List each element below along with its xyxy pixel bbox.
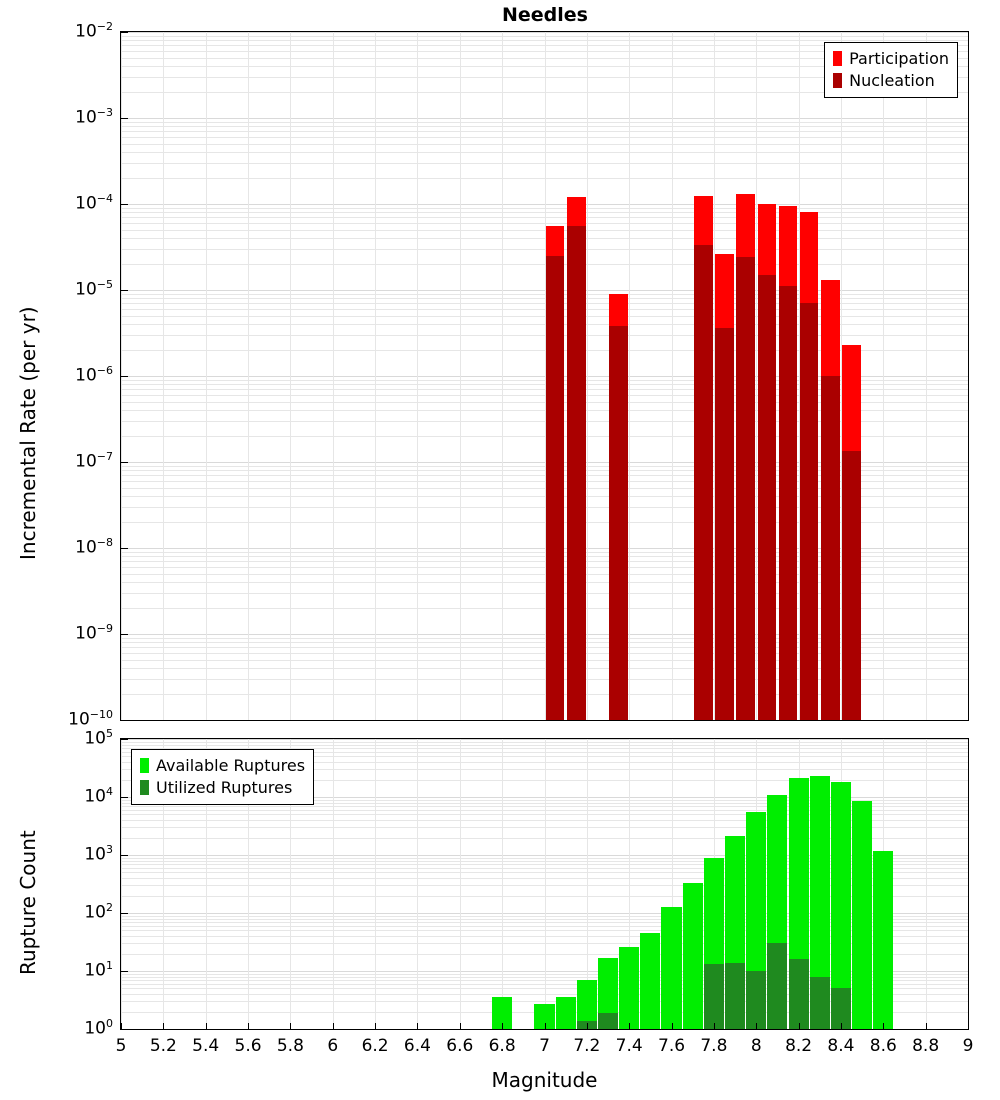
bar [598, 1013, 618, 1029]
x-tick [290, 1023, 291, 1029]
y-tick-label: $10^{-6}$ [75, 364, 113, 386]
y-tick-label: $10^1$ [84, 959, 113, 981]
bar [767, 943, 787, 1029]
y-tick-label: $10^{-5}$ [75, 278, 113, 300]
x-tick [926, 1023, 927, 1029]
bar [779, 286, 798, 720]
gridline-vertical [333, 739, 334, 1029]
gridline-vertical [121, 739, 122, 1029]
bar [842, 451, 861, 720]
gridline-vertical [926, 32, 927, 720]
bar [609, 326, 628, 720]
bar [746, 971, 766, 1029]
available-swatch-icon [140, 758, 149, 773]
y-tick-label: $10^2$ [84, 901, 113, 923]
bar [873, 851, 893, 1029]
y-tick [121, 290, 128, 291]
top-chart-axes [120, 31, 969, 721]
y-tick-label: $10^{-7}$ [75, 450, 113, 472]
x-tick-label: 6.2 [361, 1036, 389, 1056]
gridline-vertical [587, 32, 588, 720]
x-tick [799, 1023, 800, 1029]
y-tick-label: $10^5$ [84, 727, 113, 749]
x-tick [756, 1023, 757, 1029]
bottom-legend [131, 749, 314, 805]
y-tick-label: $10^{-8}$ [75, 536, 113, 558]
bottom-y-axis-label: Rupture Count [16, 830, 40, 975]
x-tick-label: 7.6 [658, 1036, 686, 1056]
bar [789, 959, 809, 1029]
gridline-vertical [502, 739, 503, 1029]
legend-item-available [140, 755, 305, 777]
bar [704, 964, 724, 1029]
utilized-swatch-icon [140, 780, 149, 795]
x-tick [417, 1023, 418, 1029]
bar [800, 303, 819, 720]
gridline-vertical [926, 739, 927, 1029]
gridline-vertical [502, 32, 503, 720]
x-tick-label: 7.2 [573, 1036, 601, 1056]
nucleation-swatch-icon [833, 73, 842, 88]
x-tick-label: 7.8 [700, 1036, 728, 1056]
x-tick [841, 1023, 842, 1029]
y-tick-label: $10^0$ [84, 1017, 113, 1039]
gridline-vertical [883, 32, 884, 720]
y-tick-label: $10^{-3}$ [75, 106, 113, 128]
x-tick [587, 1023, 588, 1029]
gridline-vertical [417, 739, 418, 1029]
x-tick-label: 6.6 [446, 1036, 474, 1056]
x-tick [545, 1023, 546, 1029]
gridline-vertical [375, 739, 376, 1029]
legend-item-utilized [140, 777, 305, 799]
page-title: Needles [502, 4, 588, 26]
x-tick-label: 8.8 [912, 1036, 940, 1056]
x-tick [333, 1023, 334, 1029]
gridline-vertical [417, 32, 418, 720]
legend-label-nucleation: Nucleation [849, 70, 935, 90]
x-tick [502, 1023, 503, 1029]
x-tick [248, 1023, 249, 1029]
x-tick-label: 9 [962, 1036, 974, 1056]
gridline-vertical [248, 32, 249, 720]
y-tick-label: $10^{-9}$ [75, 622, 113, 644]
bar [852, 801, 872, 1029]
legend-item-participation [833, 48, 949, 70]
gridline-vertical [206, 32, 207, 720]
bar [736, 257, 755, 720]
y-tick-label: $10^3$ [84, 843, 113, 865]
y-tick [121, 204, 128, 205]
y-tick [121, 118, 128, 119]
x-tick [714, 1023, 715, 1029]
legend-label-utilized: Utilized Ruptures [156, 777, 293, 797]
participation-swatch-icon [833, 51, 842, 66]
x-tick-label: 6.8 [488, 1036, 516, 1056]
x-tick-label: 7.4 [615, 1036, 643, 1056]
gridline-vertical [672, 32, 673, 720]
x-tick-label: 5.2 [149, 1036, 177, 1056]
x-tick [375, 1023, 376, 1029]
bar [821, 376, 840, 720]
top-plot-area [121, 32, 968, 720]
x-tick-label: 8.6 [869, 1036, 897, 1056]
y-tick-label: $10^{-10}$ [68, 708, 113, 730]
x-tick-label: 5.6 [234, 1036, 262, 1056]
gridline-vertical [545, 739, 546, 1029]
x-tick-label: 6 [327, 1036, 339, 1056]
x-tick-label: 7 [539, 1036, 550, 1056]
y-tick [121, 739, 128, 740]
bar [567, 226, 586, 720]
bar [661, 907, 681, 1029]
bar [758, 275, 777, 720]
x-tick-label: 6.4 [403, 1036, 431, 1056]
top-legend [824, 42, 958, 98]
bar [810, 977, 830, 1029]
legend-label-participation: Participation [849, 49, 949, 68]
y-tick-label: $10^{-2}$ [75, 20, 113, 42]
x-tick [460, 1023, 461, 1029]
gridline-vertical [375, 32, 376, 720]
y-tick-label: $10^4$ [84, 785, 113, 807]
y-tick [121, 797, 128, 798]
gridline-vertical [333, 32, 334, 720]
y-tick-label: $10^{-4}$ [75, 192, 113, 214]
bar [694, 245, 713, 720]
y-tick [121, 548, 128, 549]
x-tick [883, 1023, 884, 1029]
y-tick [121, 913, 128, 914]
bar [640, 933, 660, 1029]
y-tick [121, 634, 128, 635]
bottom-chart-axes [120, 738, 969, 1030]
x-axis-label: Magnitude [491, 1068, 598, 1092]
gridline-vertical [460, 739, 461, 1029]
bar [683, 883, 703, 1029]
bar [546, 256, 565, 720]
y-tick [121, 855, 128, 856]
x-tick-label: 8 [750, 1036, 762, 1056]
y-tick [121, 462, 128, 463]
legend-label-available: Available Ruptures [156, 756, 306, 775]
y-tick [121, 971, 128, 972]
bar [715, 328, 734, 720]
gridline-vertical [163, 32, 164, 720]
y-tick [121, 32, 128, 33]
bar [619, 947, 639, 1029]
gridline-vertical [460, 32, 461, 720]
x-tick-label: 8.4 [827, 1036, 855, 1056]
x-tick-label: 8.2 [785, 1036, 813, 1056]
x-tick [121, 1023, 122, 1029]
x-tick-label: 5.4 [192, 1036, 220, 1056]
top-y-axis-label: Incremental Rate (per yr) [16, 306, 40, 560]
x-tick-label: 5 [115, 1036, 127, 1056]
gridline-vertical [290, 32, 291, 720]
bar [725, 963, 745, 1029]
x-tick [672, 1023, 673, 1029]
x-tick [629, 1023, 630, 1029]
gridline-vertical [629, 32, 630, 720]
y-tick [121, 376, 128, 377]
x-tick [206, 1023, 207, 1029]
legend-item-nucleation [833, 70, 949, 92]
x-tick [163, 1023, 164, 1029]
x-tick-label: 5.8 [276, 1036, 304, 1056]
bar [556, 997, 576, 1029]
